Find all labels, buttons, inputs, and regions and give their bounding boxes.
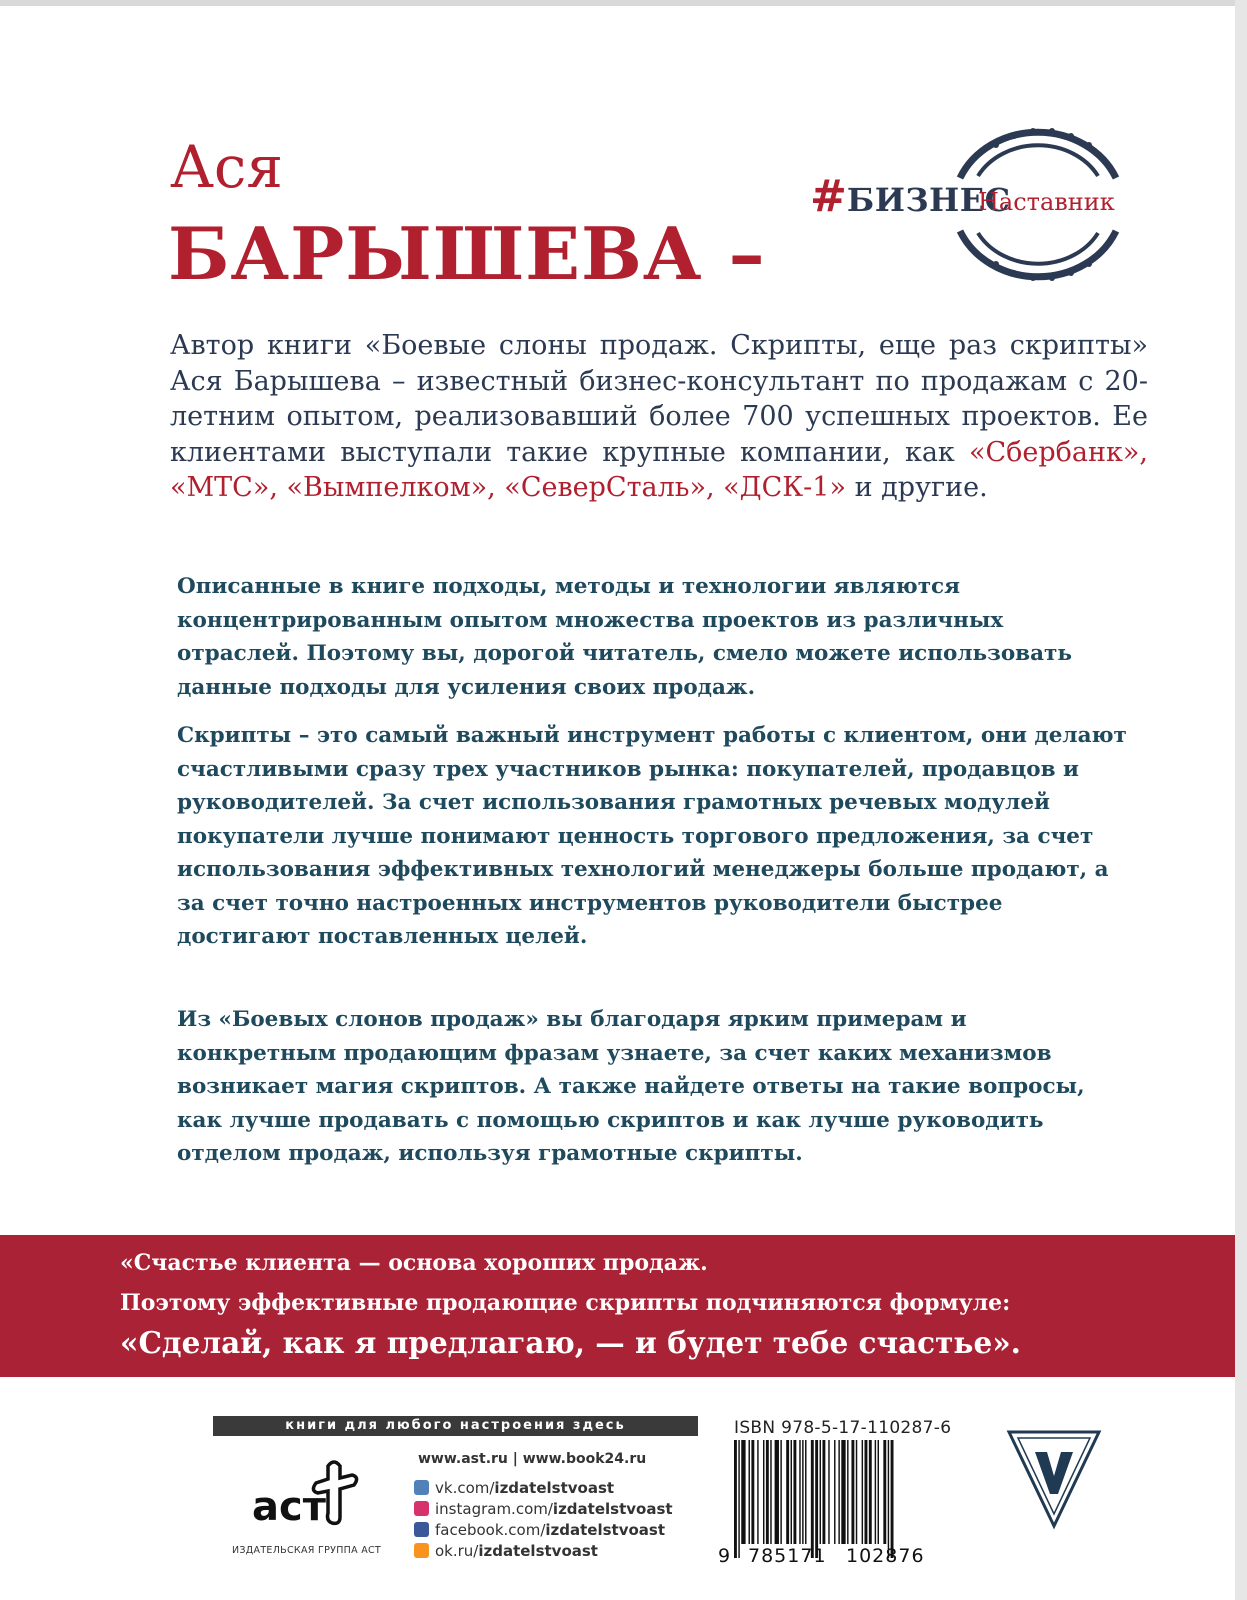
barcode-bar (883, 1440, 886, 1544)
age-rating-mark (1005, 1426, 1103, 1530)
social-prefix: facebook.com/ (435, 1520, 546, 1539)
barcode-bar (869, 1440, 872, 1544)
barcode-bar (822, 1440, 825, 1544)
barcode-bar (770, 1440, 771, 1544)
social-link-instagram[interactable] (414, 1498, 673, 1519)
page-top-edge (0, 0, 1247, 6)
barcode-bar (851, 1440, 854, 1544)
barcode-bar (793, 1440, 796, 1544)
isbn-label: ISBN 978-5-17-110287-6 (734, 1418, 952, 1438)
quote-line-1: «Счастье клиента — основа хороших продаж. (120, 1250, 708, 1276)
ast-logo-text: аст (252, 1484, 326, 1530)
description-paragraph-1: Описанные в книге подходы, методы и технологии являются концентрированным опытом множества проектов из различных отраслей. Поэтому вы, дорогой читатель, смело можете использовать данные подходы для усиления своих продаж. (177, 574, 1072, 700)
barcode-bar (828, 1440, 829, 1544)
barcode-bar (734, 1440, 737, 1558)
social-prefix: vk.com/ (435, 1478, 495, 1497)
barcode-bar (751, 1440, 754, 1544)
stamp-business-label: БИЗНЕС (846, 181, 1011, 219)
ean-first-digit: 9 (718, 1545, 731, 1567)
quote-line-3: «Сделай, как я предлагаю, — и будет тебе счастье». (120, 1325, 1021, 1360)
barcode-bar (878, 1440, 879, 1544)
barcode-bar (738, 1440, 739, 1558)
ean-left-group: 785171 (748, 1545, 827, 1567)
barcode-bar (838, 1440, 839, 1544)
facebook-icon (414, 1522, 429, 1537)
page-right-edge (1235, 0, 1247, 1600)
barcode-bar (875, 1440, 876, 1544)
publisher-slogan: книги для любого настроения здесь (213, 1416, 698, 1436)
ean-right-group: 102876 (846, 1545, 925, 1567)
author-intro (170, 328, 1148, 506)
ast-logo (250, 1458, 390, 1538)
instagram-icon (414, 1501, 429, 1516)
barcode-bar (786, 1440, 789, 1544)
barcode-bar (891, 1440, 894, 1558)
intro-text-end: и другие. (846, 472, 988, 503)
description-paragraph-2: Скрипты – это самый важный инструмент работы с клиентом, они делают счастливыми сразу трех участников рынка: покупателей, продавцов и руководителей. За счет использования грамотных речевых модулей покупатели лучше понимают ценность торгового предложения, за счет использования эффективных технологий менеджеры больше продают, а за счет точно настроенных инструментов руководители быстрее достигают поставленных целей. (177, 723, 1127, 949)
social-link-facebook[interactable] (414, 1519, 673, 1540)
intro-text-start: Автор книги «Боевые слоны продаж. Скрипты, еще раз скрипты» Ася Барышева – известный бизнес-консультант по продажам с 20-летним опытом, реализовавший более 700 успешных проектов. Ее клиентами выступали такие крупные компании, как (170, 330, 1148, 468)
social-links (414, 1477, 673, 1561)
barcode-bar (749, 1440, 750, 1544)
social-link-ok[interactable] (414, 1540, 673, 1561)
quote-line-2: Поэтому эффективные продающие скрипты подчиняются формуле: (120, 1290, 1011, 1316)
barcode-bar (841, 1440, 845, 1544)
barcode-bar (780, 1440, 781, 1544)
barcode-bar (799, 1440, 800, 1544)
barcode (730, 1440, 944, 1562)
barcode-bar (741, 1440, 745, 1544)
barcode-bar (888, 1440, 889, 1558)
barcode-bar (775, 1440, 779, 1544)
social-handle: izdatelstvoast (494, 1478, 615, 1497)
barcode-bar (865, 1440, 868, 1544)
barcode-bar (766, 1440, 769, 1544)
social-prefix: instagram.com/ (435, 1499, 553, 1518)
barcode-bar (820, 1440, 821, 1544)
social-handle: izdatelstvoast (545, 1520, 665, 1539)
barcode-bar (856, 1440, 857, 1544)
intro-clients: «Сбербанк», «МТС», «Вымпелком», «СеверСталь», «ДСК-1» (170, 436, 1148, 503)
ok-icon (414, 1543, 429, 1558)
publisher-sites: www.ast.ru | www.book24.ru (418, 1451, 647, 1467)
barcode-bar (847, 1440, 848, 1544)
barcode-bar (805, 1440, 806, 1544)
description-paragraph-3: Из «Боевых слонов продаж» вы благодаря ярким примерам и конкретным продающим фразам узнаете, за счет каких механизмов возникает магия скриптов. А также найдете ответы на такие вопросы, как лучше продавать с помощью скриптов и как лучше руководить отделом продаж, используя грамотные скрипты. (177, 1007, 1085, 1166)
publisher-caption: ИЗДАТЕЛЬСКАЯ ГРУППА АСТ (232, 1545, 382, 1556)
barcode-bar (763, 1440, 764, 1544)
barcode-bar (834, 1440, 835, 1544)
social-link-vk[interactable] (414, 1477, 673, 1498)
author-first-name: Ася (170, 133, 283, 201)
social-handle: izdatelstvoast (478, 1541, 598, 1560)
barcode-bar (757, 1440, 758, 1544)
barcode-bar (815, 1440, 818, 1558)
barcode-bar (802, 1440, 803, 1544)
barcode-bar (811, 1440, 814, 1558)
vk-icon (414, 1480, 429, 1495)
stamp-mentor-label: Наставник (978, 188, 1115, 216)
barcode-bar (862, 1440, 863, 1544)
barcode-bar (791, 1440, 792, 1544)
social-prefix: ok.ru/ (435, 1541, 479, 1560)
stamp-hash: # (810, 171, 847, 222)
author-last-name: БАРЫШЕВА – (168, 211, 766, 296)
social-handle: izdatelstvoast (552, 1499, 673, 1518)
